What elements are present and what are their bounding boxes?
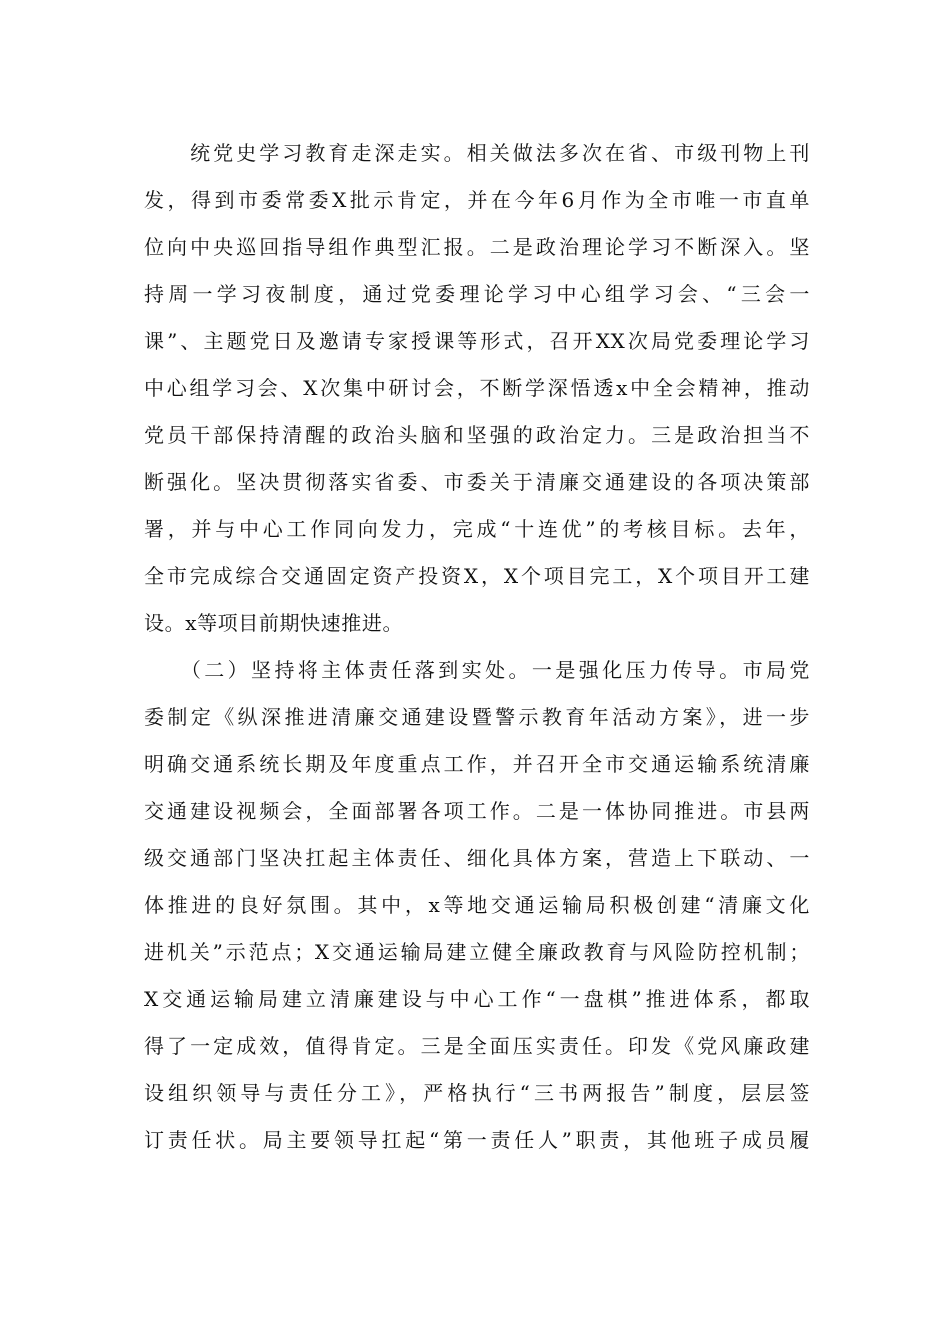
text-line: 级交通部门坚决扛起主体责任、细化具体方案，营造上下联动、一	[144, 846, 810, 870]
text-line: 位向中央巡回指导组作典型汇报。二是政治理论学习不断深入。坚	[144, 235, 810, 259]
text-line: 订责任状。局主要领导扛起“第一责任人”职责，其他班子成员履	[144, 1128, 810, 1152]
text-line: 统党史学习教育走深走实。相关做法多次在省、市级刊物上刊	[144, 141, 810, 165]
text-line: 全市完成综合交通固定资产投资X，X个项目完工，X个项目开工建	[144, 564, 810, 588]
text-line: 设组织领导与责任分工》，严格执行“三书两报告”制度，层层签	[144, 1081, 810, 1105]
text-line: 体推进的良好氛围。其中，x等地交通运输局积极创建“清廉文化	[144, 893, 810, 917]
text-line: （二）坚持将主体责任落到实处。一是强化压力传导。市局党	[144, 658, 810, 682]
text-line: 交通建设视频会，全面部署各项工作。二是一体协同推进。市县两	[144, 799, 810, 823]
text-line: 中心组学习会、X次集中研讨会，不断学深悟透x中全会精神，推动	[144, 376, 810, 400]
text-line: 委制定《纵深推进清廉交通建设暨警示教育年活动方案》，进一步	[144, 705, 810, 729]
text-line: 课”、主题党日及邀请专家授课等形式，召开XX次局党委理论学习	[144, 329, 810, 353]
text-line: 断强化。坚决贯彻落实省委、市委关于清廉交通建设的各项决策部	[144, 470, 810, 494]
text-line: 设。x等项目前期快速推进。	[144, 611, 404, 635]
text-line: 署，并与中心工作同向发力，完成“十连优”的考核目标。去年，	[144, 517, 810, 541]
text-line: 党员干部保持清醒的政治头脑和坚强的政治定力。三是政治担当不	[144, 423, 810, 447]
text-line: X交通运输局建立清廉建设与中心工作“一盘棋”推进体系，都取	[144, 987, 810, 1011]
text-line: 得了一定成效，值得肯定。三是全面压实责任。印发《党风廉政建	[144, 1034, 810, 1058]
text-line: 进机关”示范点；X交通运输局建立健全廉政教育与风险防控机制；	[144, 940, 810, 964]
text-line: 明确交通系统长期及年度重点工作，并召开全市交通运输系统清廉	[144, 752, 810, 776]
text-line: 持周一学习夜制度，通过党委理论学习中心组学习会、“三会一	[144, 282, 810, 306]
text-line: 发，得到市委常委X批示肯定，并在今年6月作为全市唯一市直单	[144, 188, 810, 212]
